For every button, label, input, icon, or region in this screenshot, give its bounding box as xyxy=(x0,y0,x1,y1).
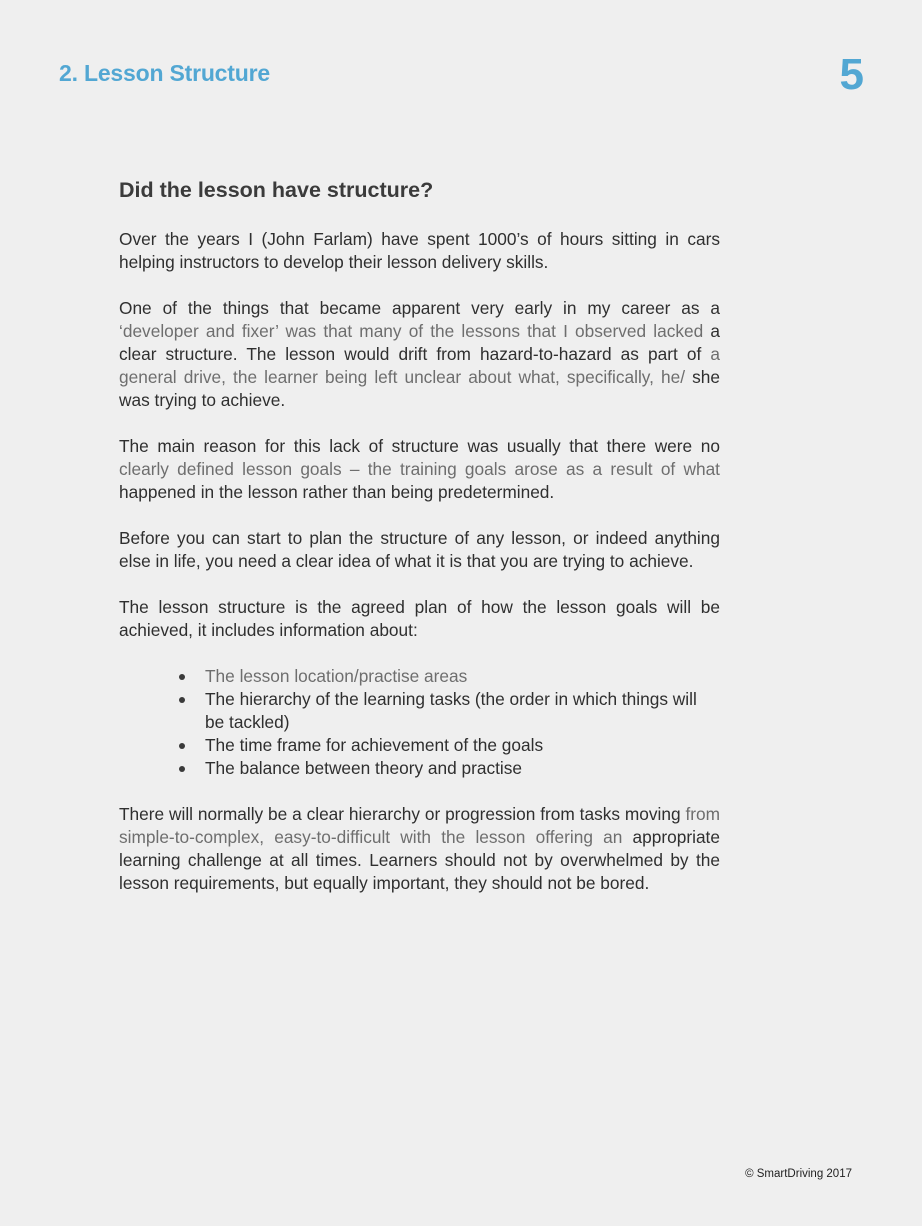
paragraph-main-reason xyxy=(119,435,720,504)
paragraph-structure-problem xyxy=(119,297,720,412)
list-item: The hierarchy of the learning tasks (the order in which things will be tackled) xyxy=(205,688,720,734)
text-line: a general drive, the learner being left unclear about what, specifically, he/ xyxy=(119,344,720,387)
text-line: One of the things that became apparent very early in my career as a xyxy=(119,298,720,318)
list-item: The balance between theory and practise xyxy=(205,757,720,780)
text-line: ‘developer and fixer’ was that many of the lessons that I observed lacked xyxy=(119,321,704,341)
text-line: should not be bored. xyxy=(491,873,650,893)
paragraph-hierarchy xyxy=(119,803,720,895)
text-line: overwhelmed by the lesson requirements, but equally important, they xyxy=(119,850,720,893)
text-line: Over the years I (John Farlam) have spent 1000’s of hours sitting in cars xyxy=(119,229,720,249)
paragraph-intro xyxy=(119,228,720,274)
text-line: from simple-to-complex, easy-to-difficult with the lesson offering an xyxy=(119,804,721,847)
text-line: Before you can start to plan the structure of any lesson, or indeed anything xyxy=(119,528,720,548)
list-item: The lesson location/practise areas xyxy=(205,665,720,688)
page-content xyxy=(119,176,720,918)
text-line: The main reason for this lack of structure was usually that there were no xyxy=(119,436,720,456)
section-title: 2. Lesson Structure xyxy=(59,60,270,86)
list-item: The time frame for achievement of the goals xyxy=(205,734,720,757)
text-line: clearly defined lesson goals – the training goals arose as a result of what xyxy=(119,459,720,479)
text-line: happened in the lesson rather than being predetermined. xyxy=(119,482,555,502)
paragraph-definition xyxy=(119,596,720,642)
text-line: helping instructors to develop their lesson delivery skills. xyxy=(119,252,549,272)
text-line: a clear structure. The lesson would drift from hazard-to-hazard as part of xyxy=(119,321,720,364)
text-line: appropriate learning challenge at all times. Learners should not by xyxy=(119,827,720,870)
text-line: she was trying to achieve. xyxy=(119,367,720,410)
text-line: else in life, you need a clear idea of what it is that you are trying to achieve. xyxy=(119,551,694,571)
paragraph-planning xyxy=(119,527,720,573)
page-heading: Did the lesson have structure? xyxy=(119,178,434,202)
structure-bullet-list xyxy=(119,665,720,780)
text-line: achieved, it includes information about: xyxy=(119,620,418,640)
page-number: 5 xyxy=(839,50,864,99)
text-line: There will normally be a clear hierarchy or progression from tasks moving xyxy=(119,804,681,824)
copyright-footer: © SmartDriving 2017 xyxy=(745,1168,852,1180)
text-line: The lesson structure is the agreed plan of how the lesson goals will be xyxy=(119,597,720,617)
